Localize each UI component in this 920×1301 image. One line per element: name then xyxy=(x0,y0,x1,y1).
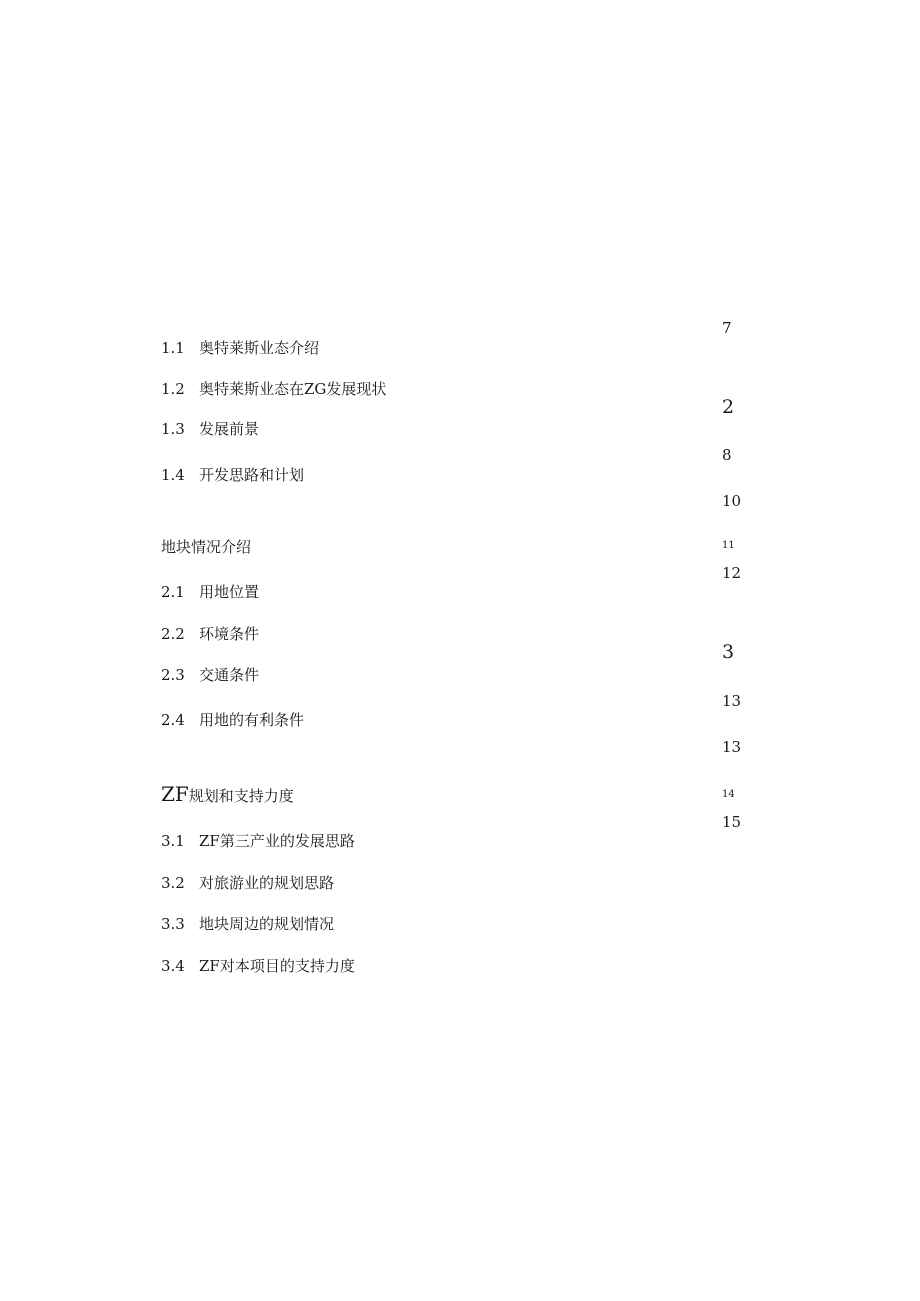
page-number: 3 xyxy=(722,641,735,663)
toc-entry-number: 2.2 xyxy=(161,625,185,643)
toc-entry-title: 发展前景 xyxy=(199,420,260,438)
toc-entry-number: 3.4 xyxy=(161,957,185,975)
toc-entry-1-4[interactable] xyxy=(161,465,304,485)
toc-entry-title: 交通条件 xyxy=(199,666,260,684)
toc-entry-number: 3.2 xyxy=(161,874,185,892)
toc-entry-title: ZF第三产业的发展思路 xyxy=(199,832,355,850)
page-number: 2 xyxy=(722,396,735,418)
toc-entry-number: 3.3 xyxy=(161,915,185,933)
toc-entry-number: 2.1 xyxy=(161,583,185,601)
toc-entry-number: 2.4 xyxy=(161,711,185,729)
toc-entry-1-1[interactable] xyxy=(161,338,319,358)
toc-entry-title: 地块周边的规划情况 xyxy=(199,915,335,933)
toc-entry-title: ZF对本项目的支持力度 xyxy=(199,957,355,975)
page-number: 12 xyxy=(722,564,742,582)
toc-entry-3-1[interactable] xyxy=(161,831,355,851)
page-number: 15 xyxy=(722,813,742,831)
toc-entry-2-1[interactable] xyxy=(161,582,259,602)
toc-entry-number: 1.4 xyxy=(161,466,185,484)
toc-section-2-heading[interactable] xyxy=(161,537,251,557)
toc-entry-title-prefix: ZF xyxy=(161,782,189,806)
toc-section-3-heading[interactable] xyxy=(161,784,294,806)
toc-entry-3-2[interactable] xyxy=(161,873,334,893)
toc-entry-number: 1.1 xyxy=(161,339,185,357)
toc-entry-title: 地块情况介绍 xyxy=(161,538,252,556)
toc-entry-1-3[interactable] xyxy=(161,419,259,439)
toc-entry-title: 用地位置 xyxy=(199,583,260,601)
page-number: 8 xyxy=(722,446,732,464)
toc-entry-number: 1.3 xyxy=(161,420,185,438)
toc-entry-title: 奥特莱斯业态介绍 xyxy=(199,339,320,357)
toc-entry-title: 规划和支持力度 xyxy=(188,787,294,805)
toc-entry-title: 开发思路和计划 xyxy=(199,466,305,484)
page-number: 11 xyxy=(722,540,735,551)
toc-entry-title: 对旅游业的规划思路 xyxy=(199,874,335,892)
page-number: 14 xyxy=(722,789,735,800)
page-number: 13 xyxy=(722,692,742,710)
toc-entry-title: 环境条件 xyxy=(199,625,260,643)
toc-entry-title: 奥特莱斯业态在ZG发展现状 xyxy=(199,380,387,398)
page-number: 13 xyxy=(722,738,742,756)
toc-entry-number: 2.3 xyxy=(161,666,185,684)
page-number: 10 xyxy=(722,492,742,510)
toc-entry-3-3[interactable] xyxy=(161,914,334,934)
toc-entry-number: 1.2 xyxy=(161,380,185,398)
toc-entry-2-4[interactable] xyxy=(161,710,304,730)
page-number: 7 xyxy=(722,319,732,337)
toc-entry-1-2[interactable] xyxy=(161,379,386,399)
toc-entry-title: 用地的有利条件 xyxy=(199,711,305,729)
toc-entry-3-4[interactable] xyxy=(161,956,355,976)
toc-entry-2-3[interactable] xyxy=(161,665,259,685)
toc-entry-number: 3.1 xyxy=(161,832,185,850)
toc-entry-2-2[interactable] xyxy=(161,624,259,644)
